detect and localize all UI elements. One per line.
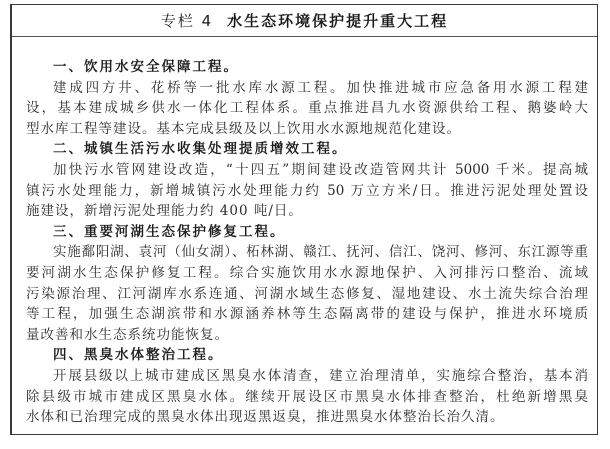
section-1-line-3: 型水库工程等建设。基本完成县级及以上饮用水水源地规范化建设。: [26, 120, 461, 137]
panel-header: [12, 5, 597, 37]
section-3-line-3: 污染源治理、江河湖库水系连通、河湖水域生态修复、湿地建设、水土流失综合治理: [26, 285, 588, 302]
section-heading-4: 四、黑臭水体整治工程。: [53, 347, 224, 364]
section-heading-3: 三、重要河湖生态保护修复工程。: [53, 223, 286, 240]
section-2-line-2: 镇污水处理能力，新增城镇污水处理能力约 50 万立方米/日。推进污泥处理处置设: [26, 182, 588, 199]
section-4-line-2: 除县级市城市建成区黑臭水体。继续开展设区市黑臭水体排查整治，杜绝新增黑臭: [26, 388, 588, 405]
panel-title-text: 水生态环境保护提升重大工程: [227, 12, 449, 30]
section-3-line-4: 等工程，加强生态湖滨带和水源涵养林等生态隔离带的建设与保护，推进水环境质: [26, 306, 588, 323]
section-4-line-3: 水体和已治理完成的黑臭水体出现返黑返臭，推进黑臭水体整治长治久清。: [26, 409, 505, 426]
section-3-line-1: 实施鄱阳湖、袁河（仙女湖）、柘林湖、赣江、抚河、信江、饶河、修河、东江源等重: [53, 244, 588, 261]
panel-title-prefix: 专栏 4: [160, 12, 214, 30]
panel-title: [161, 12, 448, 30]
section-3-line-2: 要河湖水生态保护修复工程。综合实施饮用水水源地保护、入河排污口整治、流域: [26, 264, 588, 281]
panel-body: [26, 57, 588, 428]
feature-panel: [10, 4, 598, 435]
section-heading-1: 一、饮用水安全保障工程。: [53, 59, 239, 75]
section-1-line-2: 设，基本建成城乡供水一体化工程体系。重点推进昌九水资源供给工程、鹅婆岭大: [26, 100, 588, 117]
section-2-line-3: 施建设，新增污泥处理能力约 400 吨/日。: [26, 203, 303, 220]
section-heading-2: 二、城镇生活污水收集处理提质增效工程。: [53, 141, 348, 158]
section-2-line-1: 加快污水管网建设改造，“十四五”期间建设改造管网共计 5000 千米。提高城: [53, 161, 588, 178]
section-4-line-1: 开展县级以上城市建成区黑臭水体清查，建立治理清单，实施综合整治，基本消: [53, 367, 588, 384]
section-3-line-5: 量改善和水生态系统功能恢复。: [26, 326, 229, 343]
section-1-line-1: 建成四方井、花桥等一批水库水源工程。加快推进城市应急备用水源工程建: [53, 79, 588, 96]
